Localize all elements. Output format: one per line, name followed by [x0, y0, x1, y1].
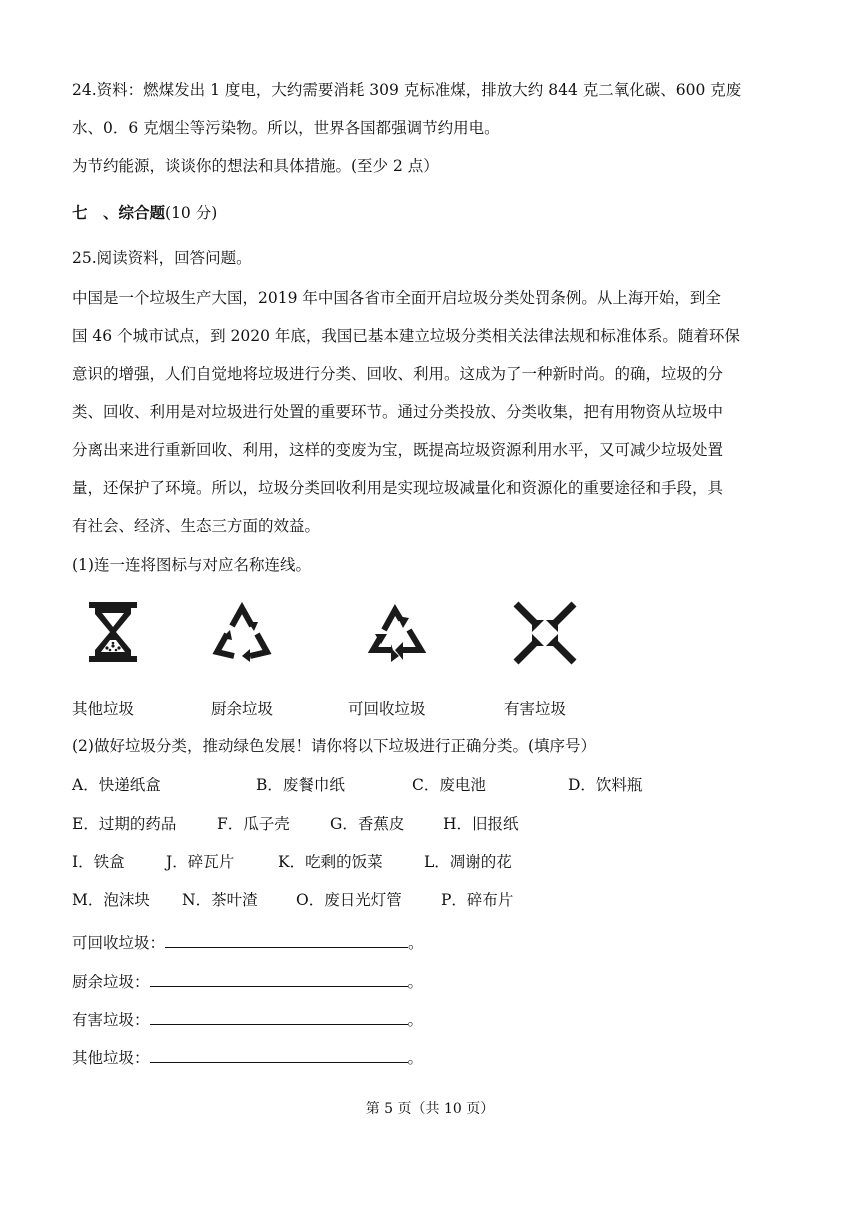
option-g: G．香蕉皮	[330, 815, 405, 833]
hazardous-cross-icon	[512, 600, 578, 666]
answer-label: 其他垃圾：	[72, 1049, 150, 1067]
option-p: P．碎布片	[441, 891, 514, 909]
answer-recyclable	[72, 931, 424, 953]
recycle-arrows-icon	[367, 600, 427, 666]
answer-blank-hazardous[interactable]	[150, 1008, 408, 1025]
passage-line: 分离出来进行重新回收、利用，这样的变废为宝，既提高垃圾资源利用水平，又可减少垃圾处置	[72, 441, 724, 459]
option-e: E．过期的药品	[72, 815, 177, 833]
answer-end: 。	[407, 973, 424, 991]
label-kitchen-waste: 厨余垃圾	[211, 700, 274, 718]
passage-line: 有社会、经济、生态三方面的效益。	[72, 517, 321, 535]
passage-line: 中国是一个垃圾生产大国，2019 年中国各省市全面开启垃圾分类处罚条例。从上海开始，到全	[72, 289, 721, 307]
section-title: 七 、综合题	[72, 203, 166, 222]
recycle-triangle-icon	[212, 600, 272, 664]
option-d: D．饮料瓶	[568, 776, 643, 794]
option-a: A．快递纸盒	[72, 776, 161, 794]
answer-label: 可回收垃圾：	[72, 934, 166, 952]
answer-blank-other[interactable]	[150, 1046, 408, 1063]
page-footer: 第 5 页（共 10 页）	[365, 1101, 495, 1117]
label-recyclable-waste: 可回收垃圾	[348, 700, 426, 718]
hourglass-other-waste-icon	[85, 600, 141, 664]
option-l: L．凋谢的花	[424, 853, 512, 871]
option-n: N．茶叶渣	[182, 891, 258, 909]
option-h: H．旧报纸	[443, 815, 519, 833]
section-heading	[72, 203, 217, 223]
answer-other	[72, 1046, 423, 1068]
passage-line: 意识的增强，人们自觉地将垃圾进行分类、回收、利用。这成为了一种新时尚。的确，垃圾的分	[72, 365, 724, 383]
answer-label: 厨余垃圾：	[72, 973, 150, 991]
passage-line: 类、回收、利用是对垃圾进行处置的重要环节。通过分类投放、分类收集，把有用物资从垃圾中	[72, 403, 724, 421]
answer-end: 。	[407, 1011, 424, 1029]
option-m: M．泡沫块	[72, 891, 150, 909]
q25-intro: 25.阅读资料，回答问题。	[72, 249, 252, 267]
q24-line-1: 24.资料：燃煤发出 1 度电，大约需要消耗 309 克标准煤，排放大约 844 克二氧化碳、600 克废	[72, 81, 742, 99]
option-k: K．吃剩的饭菜	[278, 853, 383, 871]
option-i: I．铁盒	[72, 853, 125, 871]
option-o: O．废日光灯管	[296, 891, 402, 909]
passage-line: 国 46 个城市试点，到 2020 年底，我国已基本建立垃圾分类相关法律法规和标准体系。随着环保	[72, 327, 740, 345]
part2-prompt: (2)做好垃圾分类，推动绿色发展！请你将以下垃圾进行正确分类。(填序号）	[72, 737, 597, 755]
q24-line-2: 水、0．6 克烟尘等污染物。所以，世界各国都强调节约用电。	[72, 119, 500, 137]
option-j: J．碎瓦片	[166, 853, 235, 871]
q24-prompt: 为节约能源，谈谈你的想法和具体措施。(至少 2 点）	[72, 157, 439, 175]
answer-label: 有害垃圾：	[72, 1011, 150, 1029]
label-hazardous-waste: 有害垃圾	[504, 700, 567, 718]
passage-line: 量，还保护了环境。所以，垃圾分类回收利用是实现垃圾减量化和资源化的重要途径和手段，具	[72, 479, 724, 497]
answer-blank-recyclable[interactable]	[165, 931, 408, 948]
answer-end: 。	[408, 934, 424, 952]
option-f: F．瓜子壳	[217, 815, 290, 833]
answer-end: 。	[407, 1049, 424, 1067]
option-c: C．废电池	[412, 776, 486, 794]
part1-prompt: (1)连一连将图标与对应名称连线。	[72, 556, 311, 574]
label-other-waste: 其他垃圾	[72, 700, 135, 718]
answer-blank-kitchen[interactable]	[150, 970, 408, 987]
section-score: (10 分)	[165, 204, 218, 222]
option-b: B．废餐巾纸	[256, 776, 345, 794]
answer-hazardous	[72, 1008, 423, 1030]
answer-kitchen	[72, 970, 423, 992]
